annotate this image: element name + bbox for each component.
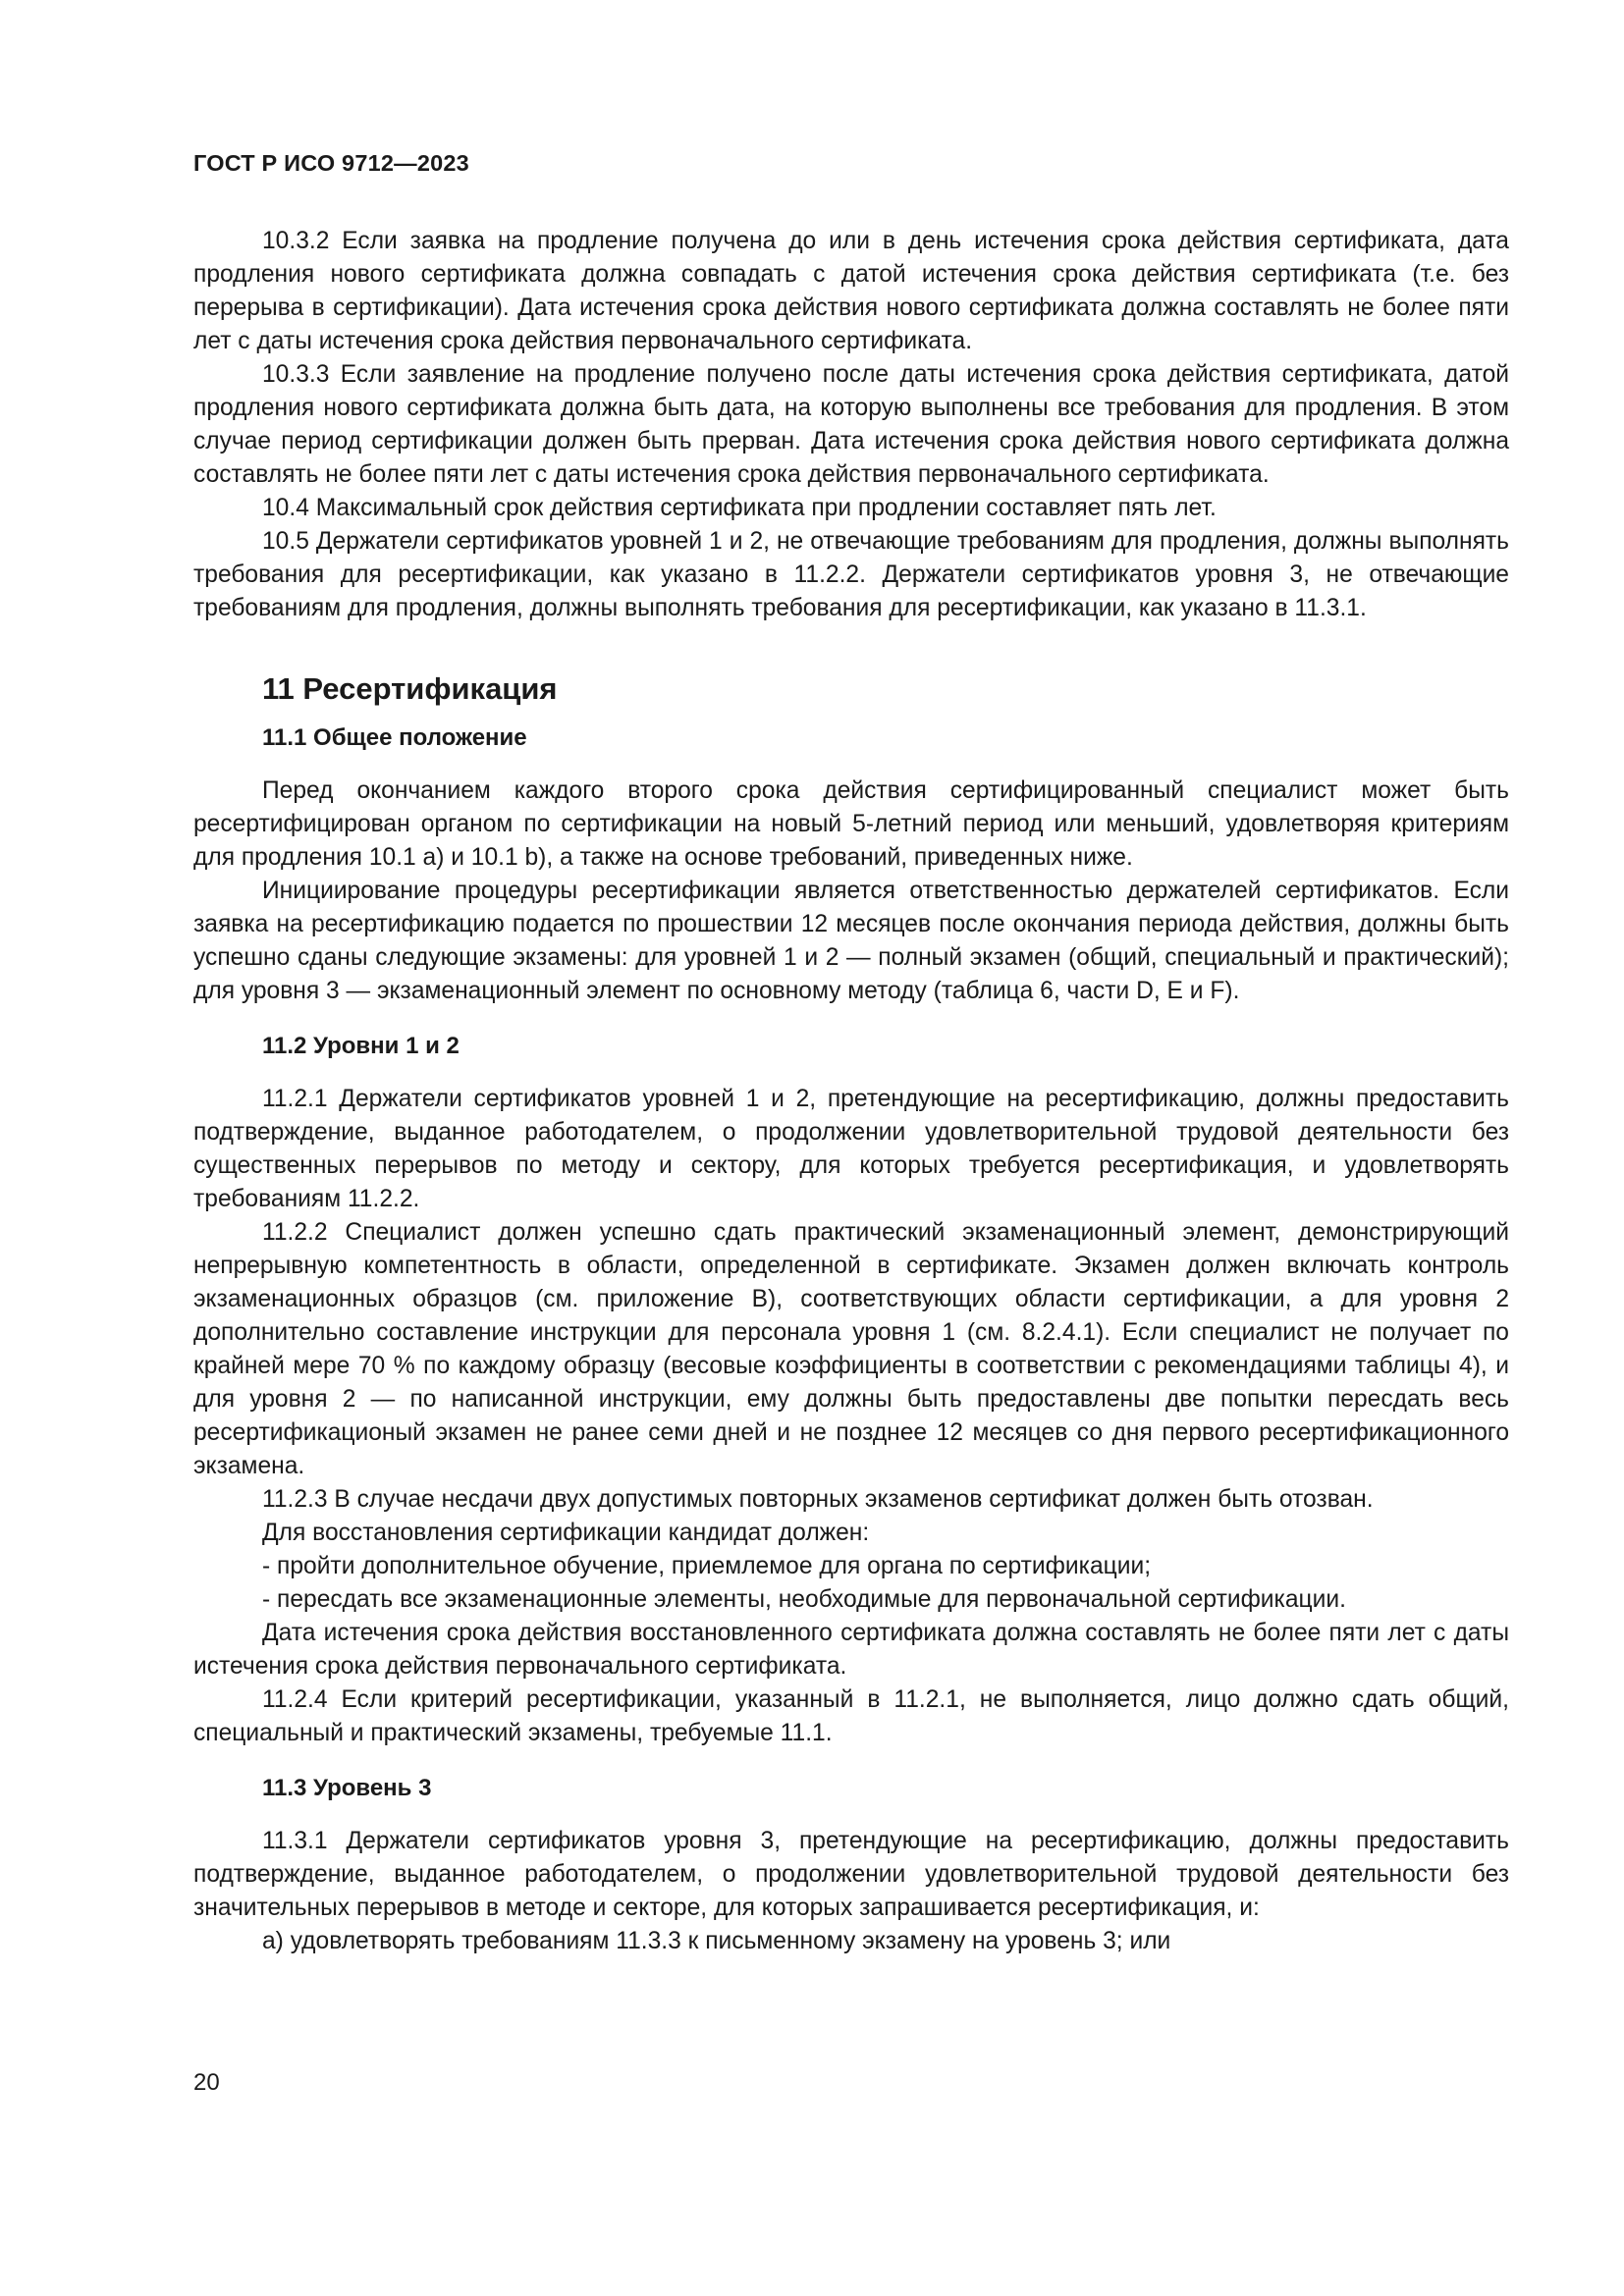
paragraph-11-2-4: 11.2.4 Если критерий ресертификации, указанный в 11.2.1, не выполняется, лицо должно сдать общий, специальный и практический экзамены, требуемые 11.1. <box>193 1686 1509 1746</box>
paragraph-11-2-1: 11.2.1 Держатели сертификатов уровней 1 и 2, претендующие на ресертификацию, должны предоставить подтверждение, выданное работодателем, о продолжении удовлетворительной трудовой деятельности без существенных перерывов по методу и сектору, для которых требуется ресертификация, и удовлетворять требованиям 11.2.2. <box>193 1086 1509 1212</box>
paragraph-11-3-1: 11.3.1 Держатели сертификатов уровня 3, претендующие на ресертификацию, должны предоставить подтверждение, выданное работодателем, о продолжении удовлетворительной трудовой деятельности без значительных перерывов в методе и секторе, для которых запрашивается ресертификация, и: <box>193 1828 1509 1921</box>
list-item-a: a) удовлетворять требованиям 11.3.3 к письменному экзамену на уровень 3; или <box>262 1928 1171 1954</box>
paragraph-11-2-2: 11.2.2 Специалист должен успешно сдать практический экзаменационный элемент, демонстрирующий непрерывную компетентность в области, определенной в сертификате. Экзамен должен включать контроль экзаменационных образцов (см. приложение B), соответствующих области сертификации, а для уровня 2 дополнительно составление инструкции для персонала уровня 1 (см. 8.2.4.1). Если специалист не получает по крайней мере 70 % по каждому образцу (весовые коэффициенты в соответствии с рекомендациями таблицы 4), и для уровня 2 — по написанной инструкции, ему должны быть предоставлены две попытки пересдать весь ресертификационый экзамен не ранее семи дней и не позднее 12 месяцев со дня первого ресертификационного экзамена. <box>193 1219 1509 1479</box>
list-item: - пересдать все экзаменационные элементы, необходимые для первоначальной сертификации. <box>262 1586 1346 1613</box>
paragraph-10-3-2: 10.3.2 Если заявка на продление получена до или в день истечения срока действия сертификата, дата продления нового сертификата должна совпадать с датой истечения срока действия сертификата (т.е. без перерыва в сертификации). Дата истечения срока действия нового сертификата должна составлять не более пяти лет с даты истечения срока действия первоначального сертификата. <box>193 228 1509 354</box>
list-item: - пройти дополнительное обучение, приемлемое для органа по сертификации; <box>262 1553 1152 1579</box>
document-body <box>193 225 1509 1958</box>
subsection-11-3-heading: 11.3 Уровень 3 <box>262 1775 432 1801</box>
paragraph-11-2-3-tail: Дата истечения срока действия восстановленного сертификата должна составлять не более пяти лет с даты истечения срока действия первоначального сертификата. <box>193 1620 1509 1680</box>
paragraph-10-3-3: 10.3.3 Если заявление на продление получено после даты истечения срока действия сертификата, датой продления нового сертификата должна быть дата, на которую выполнены все требования для продления. В этом случае период сертификации должен быть прерван. Дата истечения срока действия нового сертификата должна составлять не более пяти лет с даты истечения срока действия первоначального сертификата. <box>193 361 1509 488</box>
paragraph-10-4: 10.4 Максимальный срок действия сертификата при продлении составляет пять лет. <box>262 495 1217 521</box>
paragraph-11-2-3-lead: Для восстановления сертификации кандидат должен: <box>262 1520 870 1546</box>
paragraph-10-5: 10.5 Держатели сертификатов уровней 1 и 2, не отвечающие требованиям для продления, должны выполнять требования для ресертификации, как указано в 11.2.2. Держатели сертификатов уровня 3, не отвечающие требованиям для продления, должны выполнять требования для ресертификации, как указано в 11.3.1. <box>193 528 1509 621</box>
section-11-heading: 11 Ресертификация <box>262 671 558 706</box>
subsection-11-2-heading: 11.2 Уровни 1 и 2 <box>262 1033 460 1059</box>
paragraph-11-2-3: 11.2.3 В случае несдачи двух допустимых повторных экзаменов сертификат должен быть отозван. <box>262 1486 1374 1513</box>
paragraph-11-1-a: Перед окончанием каждого второго срока действия сертифицированный специалист может быть ресертифицирован органом по сертификации на новый 5-летний период или меньший, удовлетворяя критериям для продления 10.1 a) и 10.1 b), а также на основе требований, приведенных ниже. <box>193 777 1509 871</box>
page-number: 20 <box>193 2069 220 2096</box>
paragraph-11-1-b: Инициирование процедуры ресертификации является ответственностью держателей сертификатов. Если заявка на ресертификацию подается по прошествии 12 месяцев после окончания периода действия, должны быть успешно сданы следующие экзамены: для уровней 1 и 2 — полный экзамен (общий, специальный и практический); для уровня 3 — экзаменационный элемент по основному методу (таблица 6, части D, E и F). <box>193 878 1509 1004</box>
subsection-11-1-heading: 11.1 Общее положение <box>262 724 527 751</box>
document-header: ГОСТ Р ИСО 9712—2023 <box>193 150 469 176</box>
